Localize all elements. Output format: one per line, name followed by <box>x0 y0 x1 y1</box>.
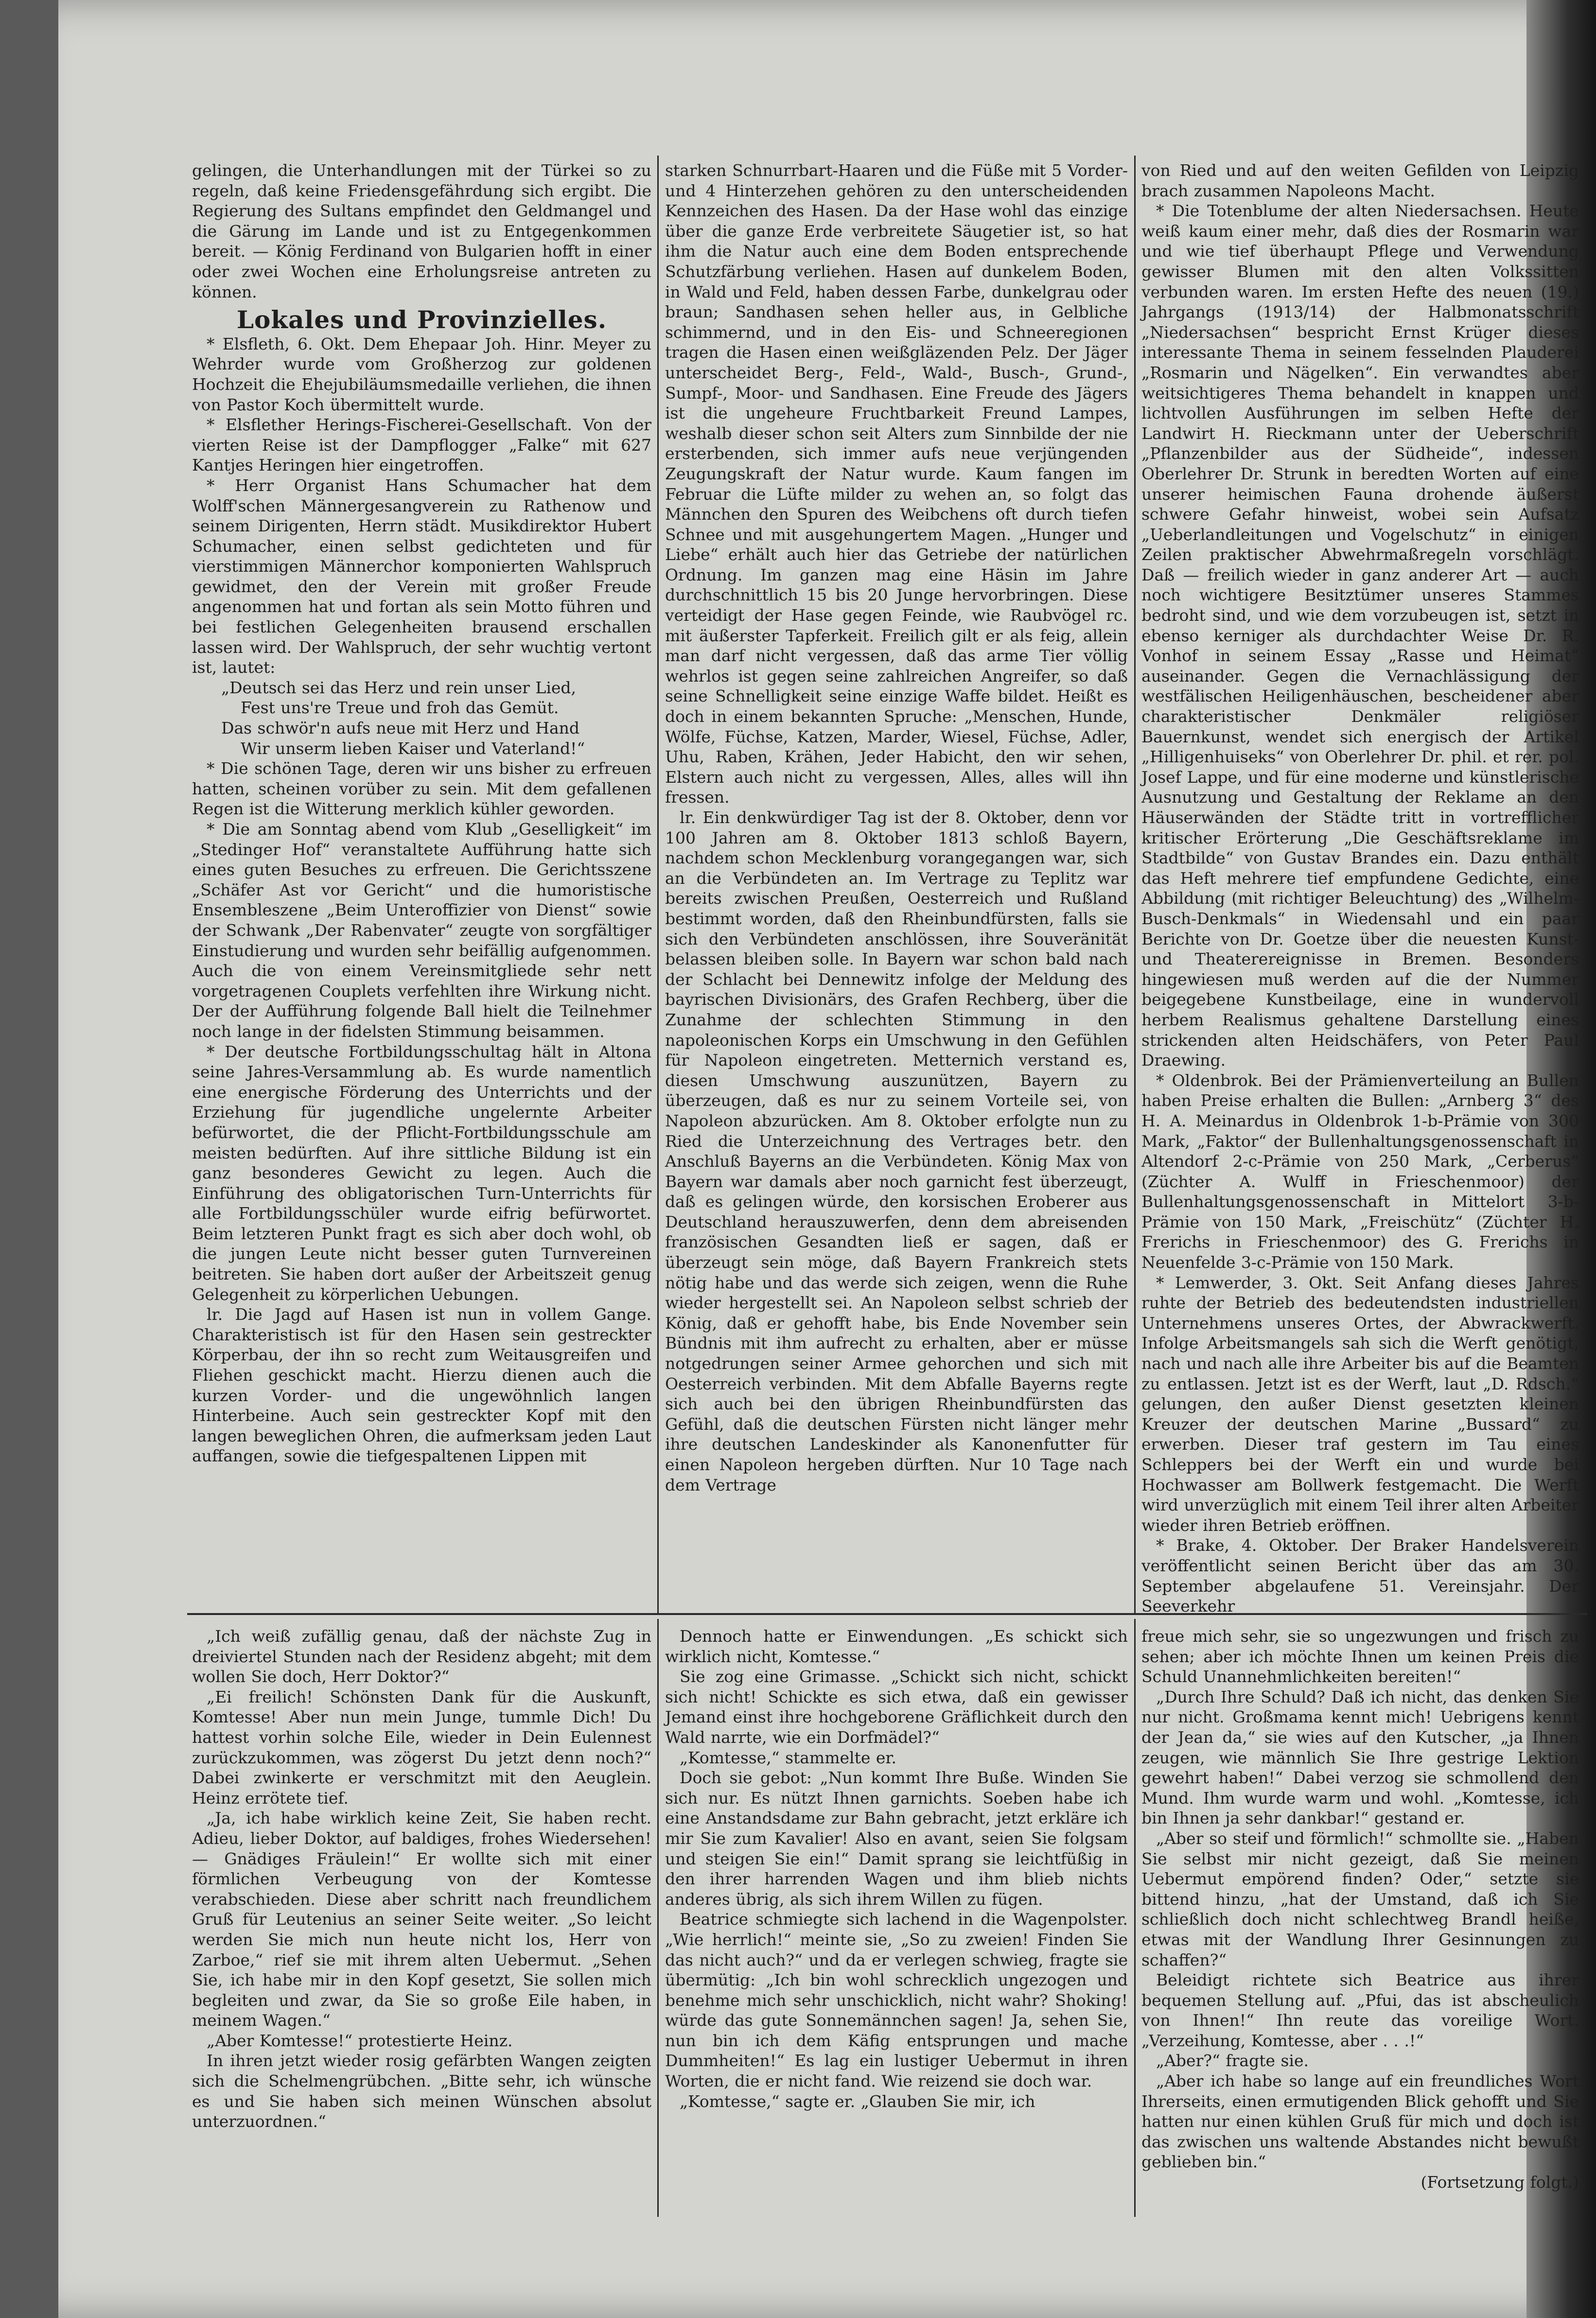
story-paragraph: „Ei freilich! Schönsten Dank für die Auskunft, Komtesse! Aber nun mein Junge, tummle Dich! Du hattest vorhin solche Eile, wieder in Dein Eulennest zurückzukommen, was zögerst Du jetzt denn noch?“ Dabei zwinkerte er verschmitzt mit den Aeuglein. Heinz errötete tief. <box>192 1687 651 1808</box>
continuation-note: (Fortsetzung folgt.) <box>1421 2173 1579 2192</box>
column-1 <box>192 160 651 1466</box>
article-oldenbrok: * Oldenbrok. Bei der Prämienverteilung an Bullen haben Preise erhalten die Bullen: „Arnberg 3“ des H. A. Meinardus in Oldenbrok 1-b-Prämie von 300 Mark, „Faktor“ der Bullenhaltungsgenossenschaft in Altendorf 2-c-Prämie von 250 Mark, „Cerberus“ (Züchter A. Wulff in Frieschenmoor) der Bullenhaltungsgenossenschaft in Mittelort 3-b-Prämie von 150 Mark, „Freischütz“ (Züchter H. Frerichs in Frieschenmoor) des G. Frerichs in Neuenfelde 3-c-Prämie von 150 Mark. <box>1141 1071 1579 1272</box>
story-paragraph: freue mich sehr, sie so ungezwungen und frisch zu sehen; aber ich möchte Ihnen um keinen Preis die Schuld Unannehmlichkeiten bereiten!“ <box>1141 1627 1579 1686</box>
article-elsfleth: * Elsfleth, 6. Okt. Dem Ehepaar Joh. Hinr. Meyer zu Wehrder wurde vom Großherzog zur goldenen Hochzeit die Ehejubiläumsmedaille verliehen, die ihnen von Pastor Koch übermittelt wurde. <box>192 334 651 414</box>
story-paragraph: Beatrice schmiegte sich lachend in die Wagenpolster. „Wie herrlich!“ meinte sie, „So zu zweien! Finden Sie das nicht auch?“ und da er verlegen schwieg, fragte sie übermütig: „Ich bin wohl schrecklich ungezogen und benehme mich sehr unschicklich, nicht wahr? Shoking! würde das gute Sonnemännchen sagen! Ja, sehen Sie, nun bin ich dem Käfig entsprungen und mache Dummheiten!“ Es lag ein lustiger Uebermut in ihren Worten, die er nicht fand. Wie reizend sie doch war. <box>665 1910 1128 2091</box>
feuilleton-column-3 <box>1141 1626 1579 2193</box>
column-rule-1 <box>657 156 659 1614</box>
story-paragraph: Dennoch hatte er Einwendungen. „Es schickt sich wirklich nicht, Komtesse.“ <box>665 1627 1128 1666</box>
feuilleton-column-1 <box>192 1626 651 2132</box>
story-paragraph: „Aber?“ fragte sie. <box>1156 2051 1309 2071</box>
article-denkwuerdiger-tag: lr. Ein denkwürdiger Tag ist der 8. Oktober, denn vor 100 Jahren am 8. Oktober 1813 schloß Bayern, nachdem schon Mecklenburg vorangegangen war, sich an die Verbündeten an. Im Vertrage zu Teplitz war bereits zwischen Preußen, Oesterreich und Rußland bestimmt worden, daß den Rheinbundfürsten, falls sie sich den Verbündeten anschlössen, ihre Souveränität belassen bleiben solle. In Bayern war schon bald nach der Schlacht bei Dennewitz infolge der Meldung des bayrischen Divisionärs, des Grafen Rechberg, über die Zunahme der schlechten Stimmung in den napoleonischen Korps ein Umschwung in den Gefühlen für Napoleon eingetreten. Metternich verstand es, diesen Umschwung auszunützen, Bayern zu überzeugen, daß es nur zu seinem Vorteile sei, von Napoleon abzurücken. Am 8. Oktober erfolgte nun zu Ried die Unterzeichnung des Vertrages betr. den Anschluß Bayerns an die Verbündeten. König Max von Bayern war damals aber noch garnicht fest überzeugt, daß es gelingen würde, den korsischen Eroberer aus Deutschland herauszuwerfen, denn dem abreisenden französischen Gesandten ließ er sagen, daß er überzeugt sein möge, daß Bayern Frankreich stets nötig habe und das werde sich zeigen, wenn die Ruhe wieder hergestellt sei. An Napoleon selbst schrieb der König, daß er gehofft habe, bis Ende November sein Bündnis mit ihm aufrecht zu erhalten, aber er müsse notgedrungen seiner Armee gehorchen und sich mit Oesterreich verbinden. Mit dem Abfalle Bayerns regte sich auch bei den übrigen Rheinbundfürsten das Gefühl, daß die deutschen Fürsten nicht länger mehr ihre deutschen Landeskinder als Kanonenfutter für einen Napoleon hergeben dürften. Nur 10 Tage nach dem Vertrage <box>665 808 1128 1494</box>
verse-line: Fest uns're Treue und froh das Gemüt. <box>241 698 559 718</box>
story-paragraph: Beleidigt richtete sich Beatrice aus ihrer bequemen Stellung auf. „Pfui, das ist abscheulich von Ihnen!“ Ihn reute das voreilige Wort. „Verzeihung, Komtesse, aber . . .!“ <box>1141 1970 1579 2050</box>
feuilleton-column-2 <box>665 1626 1128 2111</box>
article-fortbildung: * Der deutsche Fortbildungsschultag hält in Altona seine Jahres-Versammlung ab. Es wurde namentlich eine energische Förderung des Unterrichts und der Erziehung für jugendliche ungelernte Arbeiter befürwortet, die der Pflicht-Fortbildungsschule am meisten bedürften. Auf ihre sittliche Bildung ist ein ganz besonderes Gewicht zu legen. Auch die Einführung des obligatorischen Turn-Unterrichts für alle Fortbildungsschüler wurde eifrig befürwortet. Beim letzteren Punkt fragt es sich aber doch wohl, ob die jungen Leute nicht besser guten Turnvereinen beitreten. Sie haben dort außer der Arbeitszeit genug Gelegenheit zu körperlichen Uebungen. <box>192 1042 651 1304</box>
article-totenblume: * Die Totenblume der alten Niedersachsen. Heute weiß kaum einer mehr, daß dies der Rosmarin war und wie tief überhaupt Pflege und Verwendung gewisser Blumen mit den alten Volkssitten verbunden waren. Im ersten Hefte des neuen (19.) Jahrgangs (1913/14) der Halbmonatsschrift „Niedersachsen“ bespricht Ernst Krüger dieses interessante Thema in seinem fesselnden Plauderei „Rosmarin und Nägelken“. Ein verwandtes aber weitsichtigeres Thema behandelt in knappen und lichtvollen Ausführungen im selben Hefte der Landwirt H. Rieckmann unter der Ueberschrift „Pflanzenbilder aus der Südheide“, indessen Oberlehrer Dr. Strunk in beredten Worten auf eine unserer heimischen Fauna drohende äußerst schwere Gefahr hinweist, wobei sein Aufsatz „Ueberlandleitungen und Vogelschutz“ in einigen Zeilen praktischer Abwehrmaßregeln vorschlägt. Daß — freilich wieder in ganz anderer Art — auch noch wichtigere Besitztümer unseres Stammes bedroht sind, und wie dem vorzubeugen ist, setzt in ebenso kerniger als durchdachter Weise Dr. R. Vonhof in seinem Essay „Rasse und Heimat“ auseinander. Gegen die Vernachlässigung der westfälischen Heiligenhäuschen, bescheidener aber charakteristischer Denkmäler religiöser Bauernkunst, wendet sich energisch der Artikel „Hilligenhuiseks“ von Oberlehrer Dr. phil. et rer. pol. Josef Lappe, und für eine moderne und künstlerische Ausnutzung und Gestaltung der Reklame an den Häuserwänden der Städte tritt in vortrefflicher kritischer Erörterung „Die Geschäftsreklame im Stadtbilde“ von Gustav Brandes ein. Dazu enthält das Heft mehrere tief empfundene Gedichte, eine Abbildung (mit richtiger Beleuchtung) des „Wilhelm-Busch-Denkmals“ in Wiedensahl und ein paar Berichte von Dr. Goetze über die neuesten Kunst- und Theaterereignisse in Bremen. Besonders hingewiesen muß werden auf die der Nummer beigegebene Kunstbeilage, eine in wundervoll herbem Realismus gehaltene Darstellung eines strickenden alten Heidschäfers, von Peter Paul Draewing. <box>1141 201 1579 1070</box>
story-paragraph: Sie zog eine Grimasse. „Schickt sich nicht, schickt sich nicht! Schickte es sich etwa, daß ein gewisser Jemand einst ihre hochgeborene Gräflichkeit durch den Wald narrte, wie ein Dorfmädel?“ <box>665 1667 1128 1747</box>
article-herings: * Elsflether Herings-Fischerei-Gesellschaft. Von der vierten Reise ist der Dampflogger „Falke“ mit 627 Kantjes Heringen hier eingetroffen. <box>192 415 651 475</box>
column-3 <box>1141 160 1579 1616</box>
story-paragraph: „Aber so steif und förmlich!“ schmollte sie. „Haben Sie selbst mir nicht gezeigt, daß Sie meinen Uebermut empörend finden? Oder,“ setzte sie bittend hinzu, „hat der Umstand, daß ich Sie schließlich doch nicht schlechtweg Brandl heiße, etwas mit der Wandlung Ihrer Gesinnungen zu schaffen?“ <box>1141 1828 1579 1969</box>
column-2 <box>665 160 1128 1495</box>
story-paragraph: „Ich weiß zufällig genau, daß der nächste Zug in dreiviertel Stunden nach der Residenz abgeht; mit dem wollen Sie doch, Herr Doktor?“ <box>192 1627 651 1686</box>
story-paragraph: „Durch Ihre Schuld? Daß ich nicht, das denken Sie nur nicht. Großmama kennt mich! Uebrigens kennt der Jean da,“ sie wies auf den Kutscher, „ja Ihnen zeugen, wie männlich Sie Ihre gestrige Lektion gewehrt haben!“ Dabei verzog sie schmollend den Mund. Ihm wurde warm und wohl. „Komtesse, ich bin Ihnen ja sehr dankbar!“ gestand er. <box>1141 1687 1579 1828</box>
story-paragraph: „Aber ich habe so lange auf ein freundliches Wort Ihrerseits, einen ermutigenden Blick gehofft und Sie hatten nur einen kühlen Gruß für mich und doch ist das zwischen uns waltende Abstandes nicht bewußt geblieben bin.“ <box>1141 2072 1579 2172</box>
column-rule-4 <box>1134 1619 1136 2217</box>
article-weather: * Die schönen Tage, deren wir uns bisher zu erfreuen hatten, scheinen vorüber zu sein. Mit dem gefallenen Regen ist die Witterung merklich kühler geworden. <box>192 759 651 819</box>
verse-line: Wir unserm lieben Kaiser und Vaterland!“ <box>241 738 585 758</box>
verse-line: Das schwör'n aufs neue mit Herz und Hand <box>221 719 580 738</box>
story-paragraph: Doch sie gebot: „Nun kommt Ihre Buße. Winden Sie sich nur. Es nützt Ihnen garnichts. Soeben habe ich eine Anstandsdame zur Bahn gebracht, jetzt erkläre ich mir Sie zum Kavalier! Also en avant, seien Sie folgsam und steigen Sie ein!“ Damit sprang sie leichtfüßig in den ihrer harrenden Wagen und ihm blieb nichts anderes übrig, als sich ihrem Willen zu fügen. <box>665 1768 1128 1909</box>
column-rule-3 <box>657 1619 659 2217</box>
article-geselligkeit: * Die am Sonntag abend vom Klub „Geselligkeit“ im „Stedinger Hof“ veranstaltete Aufführung hatte sich eines guten Besuches zu erfreuen. Die Gerichtsszene „Schäfer Ast vor Gericht“ und die humoristische Ensembleszene „Beim Unteroffizier von Dienst“ sowie der Schwank „Der Rabenvater“ zeugte von sorgfältiger Einstudierung und wurden sehr beifällig aufgenommen. Auch die von einem Vereinsmitgliede sehr nett vorgetragenen Couplets verfehlten ihre Wirkung nicht. Der der Aufführung folgende Ball hielt die Teilnehmer noch lange in der fidelsten Stimmung beisammen. <box>192 820 651 1041</box>
story-paragraph: „Komtesse,“ stammelte er. <box>680 1748 897 1767</box>
article-lemwerder: * Lemwerder, 3. Okt. Seit Anfang dieses Jahres ruhte der Betrieb des bedeutendsten industriellen Unternehmens unseres Ortes, der Abwrackwerft. Infolge Arbeitsmangels sah sich die Werft genötigt, nach und nach alle ihre Arbeiter bis auf die Beamten zu entlassen. Jetzt ist es der Werft, laut „D. Rdsch.“ gelungen, den außer Dienst gesetzten kleinen Kreuzer der deutschen Marine „Bussard“ zu erwerben. Dieser traf gestern im Tau eines Schleppers bei der Werft ein und wurde bei Hochwasser am Bollwerk festgemacht. Die Werft wird unverzüglich mit einem Teil ihrer alten Arbeiter wieder ihren Betrieb eröffnen. <box>1141 1273 1579 1535</box>
article-brake: * Brake, 4. Oktober. Der Braker Handelsverein veröffentlicht seinen Bericht über das am 30. September abgelaufene 51. Vereinsjahr. Der Seeverkehr <box>1141 1536 1579 1616</box>
article-jagd-cont: starken Schnurrbart-Haaren und die Füße mit 5 Vorder- und 4 Hinterzehen gehören zu den unterscheidenden Kennzeichen des Hasen. Da der Hase wohl das einzige über die ganze Erde verbreitete Säugetier ist, so hat ihm die Natur auch eine dem Boden entsprechende Schutzfärbung verliehen. Hasen auf dunkelem Boden, in Wald und Feld, haben dessen Farbe, dunkelgrau oder braun; Sandhasen sehen heller aus, in Gelbliche schimmernd, und in den Eis- und Schneeregionen tragen die Hasen einen weißgläzenden Pelz. Der Jäger unterscheidet Berg-, Feld-, Wald-, Busch-, Grund-, Sumpf-, Moor- und Sandhasen. Eine Freude des Jägers ist die ungeheure Fruchtbarkeit Freund Lampes, weshalb dieser schon seit Alters zum Sinnbilde der nie ersterbenden, sich immer aufs neue verjüngenden Zeugungskraft der Natur wurde. Kaum fangen im Februar die Lüfte milder zu wehen an, so folgt das Männchen den Spuren des Weibchens oft durch tiefen Schnee und mit ausgehungertem Magen. „Hunger und Liebe“ erhält auch hier das Getriebe der natürlichen Ordnung. Im ganzen mag eine Häsin im Jahre durchschnittlich 15 bis 20 Junge hervorbringen. Diese verteidigt der Hase gegen Feinde, wie Raubvögel rc. mit äußerster Tapferkeit. Freilich gilt er als feig, allein man darf nicht vergessen, daß das arme Tier völlig wehrlos ist gegen seine zahlreichen Angreifer, so daß seine Schnelligkeit seine einzige Waffe bildet. Heißt es doch in einem bekannten Spruche: „Menschen, Hunde, Wölfe, Füchse, Katzen, Marder, Wiesel, Füchse, Adler, Uhu, Raben, Krähen, Jeder Habicht, den wir sehen, Elstern auch nicht zu vergessen, Alles, alles will ihn fressen. <box>665 161 1128 807</box>
article-bulgaria-end: gelingen, die Unterhandlungen mit der Türkei so zu regeln, daß keine Friedensgefährdung sich ergibt. Die Regierung des Sultans empfindet den Geldmangel und die Gärung im Lande und ist zu Entgegenkommen bereit. — König Ferdinand von Bulgarien hofft in einer oder zwei Wochen eine Erholungsreise antreten zu können. <box>192 161 651 301</box>
story-paragraph: In ihren jetzt wieder rosig gefärbten Wangen zeigten sich die Schelmengrübchen. „Bitte sehr, ich wünsche es und Sie haben sich meinen Wünschen absolut unterzuordnen.“ <box>192 2051 651 2131</box>
story-paragraph: „Aber Komtesse!“ protestierte Heinz. <box>207 2031 513 2050</box>
verse-line: „Deutsch sei das Herz und rein unser Lied, <box>221 678 577 697</box>
article-organist: * Herr Organist Hans Schumacher hat dem Wolff'schen Männergesangverein zu Rathenow und seinem Dirigenten, Herrn städt. Musikdirektor Hubert Schumacher, einen selbst gedichteten und für vierstimmigen Männerchor komponierten Wahlspruch gewidmet, den der Verein mit großer Freude angenommen hat und fortan als sein Motto führen und bei festlichen Gelegenheiten brausend erschallen lassen wird. Der Wahlspruch, der sehr wuchtig vertont ist, lautet: <box>192 475 651 677</box>
story-paragraph: „Komtesse,“ sagte er. „Glauben Sie mir, ich <box>680 2091 1035 2111</box>
article-jagd: lr. Die Jagd auf Hasen ist nun in vollem Gange. Charakteristisch ist für den Hasen sein gestreckter Körperbau, der ihn so recht zum Weitausgreifen und Fliehen geschickt macht. Hierzu dienen auch die kurzen Vorder- und die ungewöhnlich langen Hinterbeine. Auch sein gestreckter Kopf mit den langen beweglichen Ohren, die aufmerksam jeden Laut auffangen, sowie die tiefgespaltenen Lippen mit <box>192 1305 651 1466</box>
story-paragraph: „Ja, ich habe wirklich keine Zeit, Sie haben recht. Adieu, lieber Doktor, auf baldiges, frohes Wiedersehen! — Gnädiges Fräulein!“ Er wollte sich mit einer förmlichen Verbeugung von der Komtesse verabschieden. Diese aber schritt nach freundlichem Gruß für Leutenius an seiner Seite weiter. „So leicht werden Sie mich nun heute nicht los, Herr von Zarboe,“ rief sie mit ihrem alten Uebermut. „Sehen Sie, ich habe mir in den Kopf gesetzt, Sie sollen mich begleiten und zwar, da Sie so große Eile haben, in meinem Wagen.“ <box>192 1809 651 2030</box>
column-rule-2 <box>1134 156 1136 1614</box>
article-ried-end: von Ried und auf den weiten Gefilden von Leipzig brach zusammen Napoleons Macht. <box>1141 161 1579 200</box>
section-headline: Lokales und Provinzielles. <box>236 305 607 334</box>
